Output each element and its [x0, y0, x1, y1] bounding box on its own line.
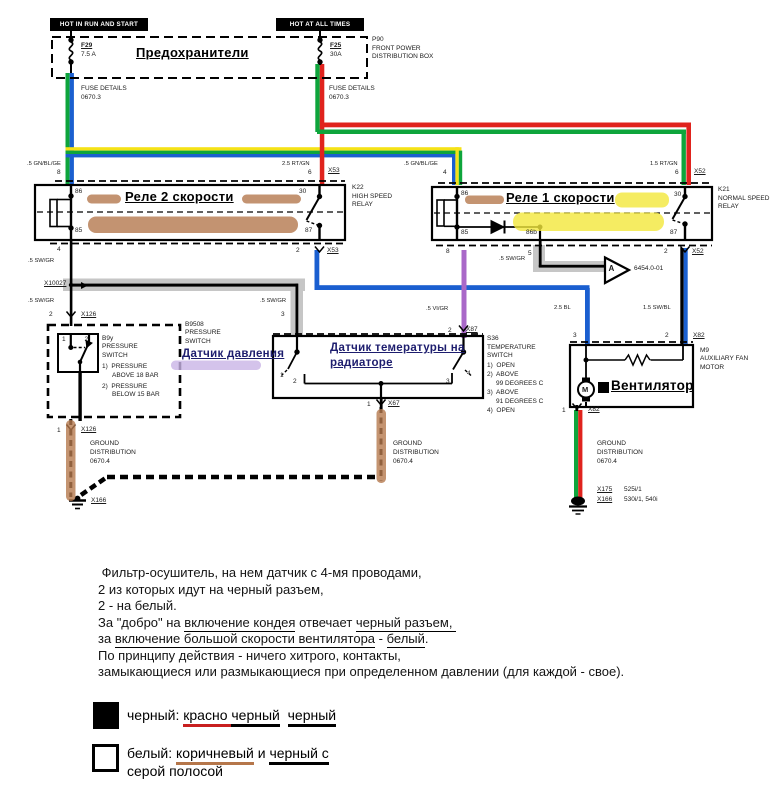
k21-id: K21	[718, 186, 730, 193]
temp-title-ru-1: Датчик темературы на	[330, 342, 465, 354]
note-line-7: замыкающиеся или размыкающиеся при определенном давлении (для каждой - свое).	[98, 664, 625, 679]
ground-right-1: GROUND	[597, 440, 626, 447]
fan-pin-2: 2	[665, 331, 669, 339]
ground-right-ref: 0670.4	[597, 457, 617, 465]
note-line-5: за включение большой скорости вентилятора - белый.	[98, 631, 429, 646]
fuse-f29-label: F29	[81, 41, 93, 49]
k22-pin-30: 30	[299, 187, 307, 195]
note-line-1: Фильтр-осушитель, на нем датчик с 4-мя проводами,	[98, 565, 422, 580]
reference-arrow-letter: A	[608, 263, 615, 273]
gray-marker-highlights	[63, 245, 609, 337]
connector-marks	[67, 247, 690, 431]
temp-pin-4: 4	[467, 369, 471, 377]
connector-x67: X67	[388, 399, 400, 407]
m9-name-2: MOTOR	[700, 363, 725, 371]
hot-at-all-times-banner: HOT AT ALL TIMES	[276, 18, 364, 32]
fuse-box-title-ru: Предохранители	[136, 44, 249, 60]
k21-pin-85: 85	[461, 228, 469, 236]
x126-pin1: 1	[57, 426, 61, 434]
fan-pin-3: 3	[573, 331, 577, 339]
relay1-title-ru: Реле 1 скорости	[506, 189, 615, 205]
pressure-pos2b: BELOW 15 BAR	[112, 391, 160, 398]
pressure-name-1: PRESSURE	[102, 343, 138, 350]
pressure-ext-id: B9508	[185, 320, 204, 328]
connector-x52-bottom: X52	[692, 247, 704, 255]
temp-entry-pin3: 3	[281, 310, 285, 318]
legend-white-row-2: серой полосой	[127, 762, 224, 779]
connector-x126-top: X126	[81, 310, 97, 318]
connector-x87: X87	[466, 325, 478, 333]
s36-pos2b: 99 DEGREES C	[496, 380, 544, 387]
s36-pos3b: 91 DEGREES C	[496, 398, 544, 405]
connector-x52-top: X52	[694, 168, 706, 175]
k22-pin-87: 87	[305, 227, 313, 234]
resistor-icon	[625, 355, 650, 365]
k21-pin8-below: 8	[446, 247, 450, 255]
s36-id: S36	[487, 335, 499, 342]
s36-pos3: 3) ABOVE	[487, 389, 519, 396]
wire-swgr-1: .5 SW/GR	[28, 257, 55, 264]
fuse-details-right: FUSE DETAILS	[329, 85, 375, 92]
k21-pin5-below: 5	[528, 249, 532, 257]
pressure-pos1b: ABOVE 18 BAR	[112, 371, 159, 379]
pressure-title-ru: Датчик давления	[182, 347, 285, 360]
s36-pos2: 2) ABOVE	[487, 371, 519, 378]
note-line-3: 2 - на белый.	[98, 598, 177, 613]
k22-pin4-below: 4	[57, 246, 61, 253]
connector-x53-bottom: X53	[327, 246, 339, 254]
k21-pin-86b: 86b	[526, 228, 537, 236]
temp-pin-1: 1	[280, 371, 284, 379]
connector-x82-top: X82	[693, 331, 705, 339]
pressure-pin-2: 2	[84, 336, 89, 343]
note-line-4: За "добро" на включение кондея отвечает черный разъем,	[98, 614, 457, 630]
connector-x126-bottom: X126	[81, 425, 97, 433]
fan-title-ru: Вентилятор	[611, 377, 694, 393]
fuse-f25-rating: 30A	[330, 50, 342, 58]
wire-gnblge-left: .5 GN/BL/GE	[27, 161, 61, 167]
s36-pos4: 4) OPEN	[487, 407, 515, 414]
fan-motor-internals	[578, 345, 683, 407]
pin-6-k22: 6	[308, 168, 312, 176]
connector-x175: X175	[597, 486, 613, 493]
x166-models: 530i/1, 540i	[624, 496, 658, 503]
wire-swgr-3: .5 SW/GR	[260, 297, 287, 304]
pin-8: 8	[57, 168, 61, 176]
wire-swgr-4: .5 SW/GR	[499, 255, 526, 262]
fuse-f29-rating: 7.5 A	[81, 50, 96, 58]
reference-code: 6454.0-01	[634, 265, 664, 272]
wire-swgr-2: .5 SW/GR	[28, 298, 55, 304]
motor-letter: M	[582, 384, 589, 394]
x126-pin2: 2	[49, 310, 53, 318]
x67-pin1: 1	[367, 400, 371, 408]
note-line-6: По принципу действия - ничего хитрого, контакты,	[98, 647, 401, 663]
fuse-details-left: FUSE DETAILS	[81, 85, 127, 92]
ground-right-2: DISTRIBUTION	[597, 448, 643, 456]
fuse-details-ref-left: 0670.3	[81, 94, 101, 101]
pressure-pos2: 2) PRESSURE	[102, 382, 148, 390]
k21-pin2-below: 2	[664, 247, 668, 255]
x87-pin2: 2	[448, 326, 452, 334]
legend-black-swatch	[93, 702, 119, 729]
ground-left-ref: 0670.4	[90, 457, 110, 465]
s36-name-2: SWITCH	[487, 352, 513, 359]
hot-in-run-and-start-banner: HOT IN RUN AND START	[50, 18, 148, 32]
s36-pos1: 1) OPEN	[487, 362, 515, 369]
k21-pin-87: 87	[670, 228, 678, 236]
k22-pin-85: 85	[75, 227, 83, 234]
wire-rtgn-25: 2.5 RT/GN	[282, 161, 310, 167]
ground-left-2: DISTRIBUTION	[90, 448, 136, 456]
pressure-switch-internals	[69, 334, 92, 372]
k21-name-2: RELAY	[718, 203, 739, 210]
wire-vigr: .5 VI/GR	[426, 305, 449, 312]
legend-white-swatch	[92, 744, 119, 772]
temp-title-ru-2: радиаторе	[330, 356, 393, 369]
connector-x166-right: X166	[597, 496, 613, 503]
x82-pin1: 1	[562, 406, 566, 414]
m9-id: M9	[700, 346, 710, 354]
k21-name-1: NORMAL SPEED	[718, 194, 770, 202]
connector-x10027: X10027	[44, 280, 67, 287]
legend-black-row: черный: красно черный черный	[127, 707, 336, 723]
wire-bl-25: 2.5 BL	[554, 304, 571, 311]
connector-x166-left: X166	[91, 496, 107, 504]
fuse-f25-label: F25	[330, 41, 342, 49]
k22-pin-86: 86	[75, 187, 83, 195]
relay2-title-ru: Реле 2 скорости	[125, 188, 234, 204]
pressure-ext-name-1: PRESSURE	[185, 329, 221, 336]
temp-pin-3: 3	[446, 378, 450, 385]
ground-mid-ref: 0670.4	[393, 457, 413, 465]
legend-white-row-1: белый: коричневый и черный с	[127, 745, 329, 761]
k22-name-2: RELAY	[352, 201, 373, 208]
pressure-ext-name-2: SWITCH	[185, 337, 211, 345]
diode-icon	[491, 221, 504, 234]
wire-rtgn-15: 1.5 RT/GN	[650, 161, 678, 167]
connector-x53-top: X53	[328, 166, 340, 174]
p90-name-1: FRONT POWER	[372, 44, 421, 52]
ground-left-1: GROUND	[90, 440, 119, 447]
k22-pin2-below: 2	[296, 247, 300, 254]
k22-name-1: HIGH SPEED	[352, 192, 393, 200]
pressure-name-2: SWITCH	[102, 351, 128, 359]
m9-name-1: AUXILIARY FAN	[700, 355, 749, 362]
pressure-pin-1: 1	[62, 336, 66, 343]
p90-name-2: DISTRIBUTION BOX	[372, 53, 434, 60]
ground-symbol-right	[569, 497, 587, 514]
k22-id: K22	[352, 184, 364, 191]
x175-models: 525i/1	[624, 486, 642, 493]
note-line-2: 2 из которых идут на черный разъем,	[98, 581, 324, 597]
wire-swbl-15: 1.5 SW/BL	[643, 304, 671, 311]
k21-pin-30: 30	[674, 190, 682, 198]
pin-4-k21: 4	[443, 168, 447, 176]
p90-id: P90	[372, 36, 384, 43]
wire-gnblge-right: .5 GN/BL/GE	[404, 161, 438, 167]
k21-pin-86: 86	[461, 189, 469, 197]
pressure-id: B9y	[102, 334, 114, 342]
pressure-pos1: 1) PRESSURE	[102, 363, 148, 370]
pin-6-k21: 6	[675, 168, 679, 176]
fuse-details-ref-right: 0670.3	[329, 94, 349, 101]
ground-mid-1: GROUND	[393, 440, 422, 447]
s36-name-1: TEMPERATURE	[487, 343, 536, 351]
fan-black-square-icon	[598, 382, 609, 393]
ground-mid-2: DISTRIBUTION	[393, 448, 439, 456]
temp-pin-2: 2	[293, 378, 297, 385]
connector-x82-bottom: X82	[588, 405, 600, 413]
